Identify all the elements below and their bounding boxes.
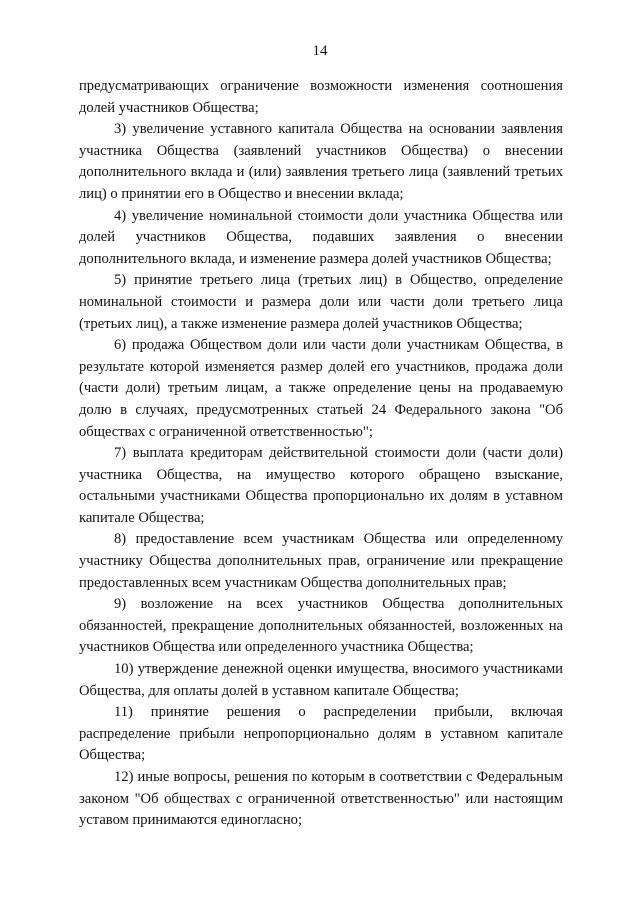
paragraph-item-7: 7) выплата кредиторам действительной стоимости доли (части доли) участника Общества, на имущество которого обращено взыскание, остальными участниками Общества пропорционально их долям в уставном капитале Общества;	[79, 445, 563, 526]
paragraph-item-10: 10) утверждение денежной оценки имущества, вносимого участниками Общества, для оплаты долей в уставном капитале Общества;	[79, 661, 563, 699]
document-body	[79, 76, 563, 832]
paragraph-item-5: 5) принятие третьего лица (третьих лиц) в Общество, определение номинальной стоимости и размера доли или части доли третьего лица (третьих лиц), а также изменение размера долей участников Общества;	[79, 272, 563, 332]
paragraph-item-9: 9) возложение на всех участников Общества дополнительных обязанностей, прекращение дополнительных обязанностей, возложенных на участников Общества или определенного участника Общества;	[79, 596, 563, 656]
paragraph-item-8: 8) предоставление всем участникам Общества или определенному участнику Общества дополнительных прав, ограничение или прекращение предоставленных всем участникам Общества дополнительных прав;	[79, 531, 563, 591]
paragraph-item-4: 4) увеличение номинальной стоимости доли участника Общества или долей участников Общества, подавших заявления о внесении дополнительного вклада, и изменение размера долей участников Общества;	[79, 207, 563, 267]
paragraph-item-3: 3) увеличение уставного капитала Общества на основании заявления участника Общества (заявлений участников Общества) о внесении дополнительного вклада и (или) заявления третьего лица (заявлений третьих лиц) о принятии его в Общество и внесении вклада;	[79, 121, 563, 202]
paragraph-item-12: 12) иные вопросы, решения по которым в соответствии с Федеральным законом "Об обществах с ограниченной ответственностью" или настоящим уставом принимаются единогласно;	[79, 769, 563, 829]
paragraph-continuation: предусматривающих ограничение возможности изменения соотношения долей участников Общества;	[79, 78, 563, 116]
page-number: 14	[312, 43, 328, 59]
paragraph-item-6: 6) продажа Обществом доли или части доли участникам Общества, в результате которой изменяется размер долей его участников, продажа доли (части доли) третьим лицам, а также определение цены на продаваемую долю в случаях, предусмотренных статьей 24 Федерального закона "Об обществах с ограниченной ответственностью";	[79, 337, 563, 440]
paragraph-item-11: 11) принятие решения о распределении прибыли, включая распределение прибыли непропорционально долям в уставном капитале Общества;	[79, 704, 563, 764]
